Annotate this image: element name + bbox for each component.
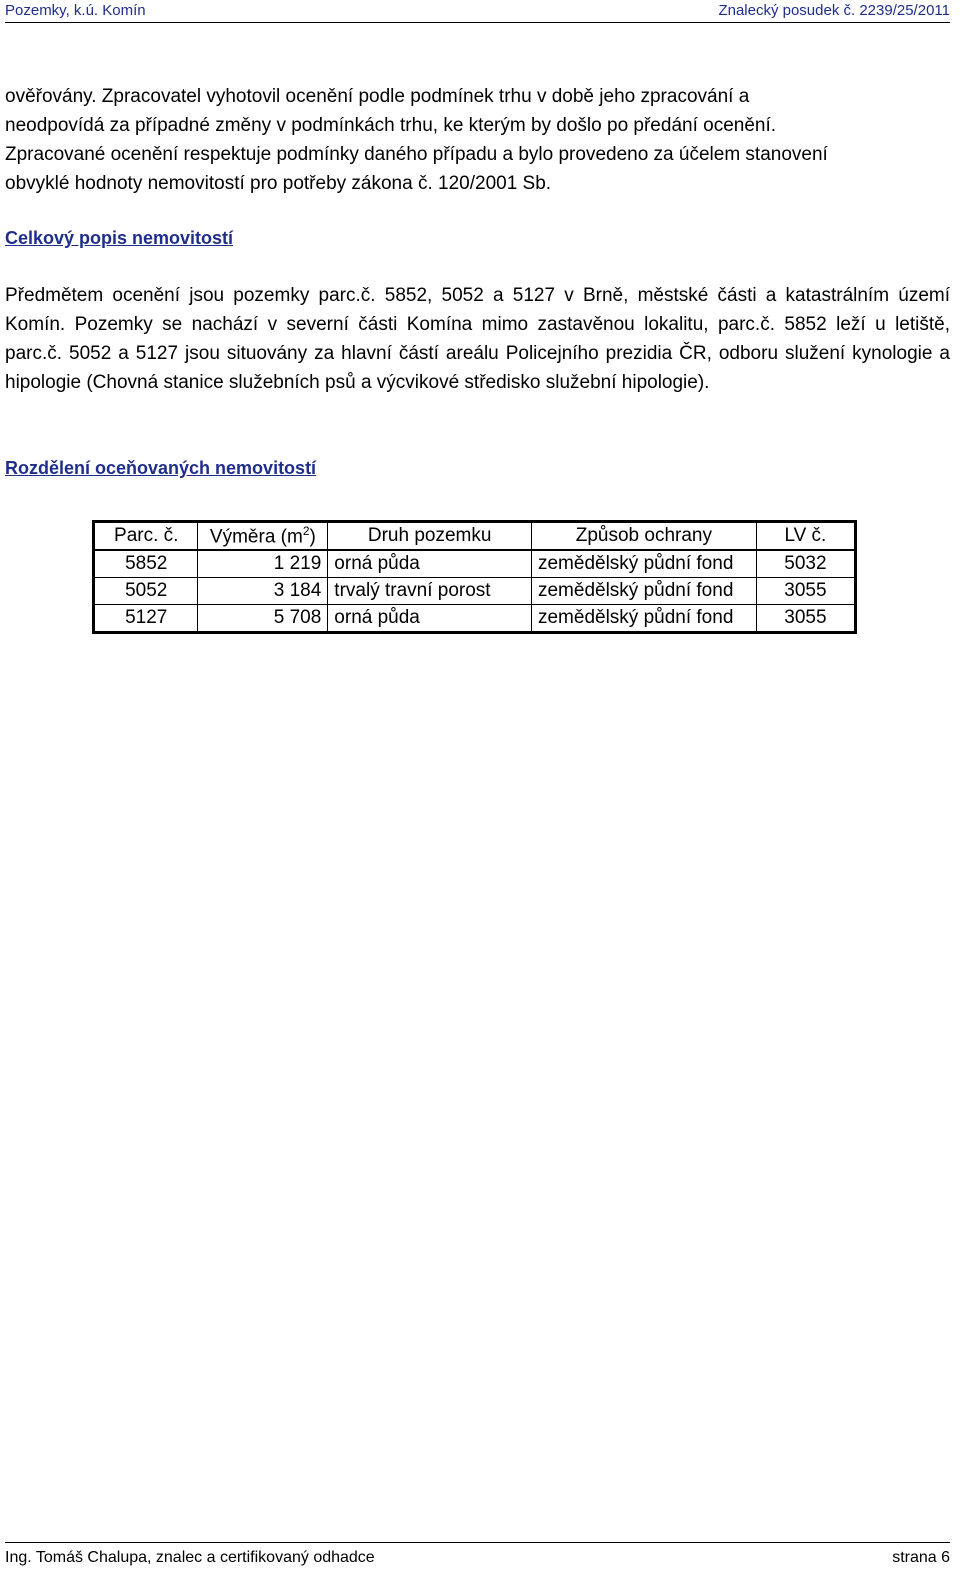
page-header <box>5 0 950 23</box>
footer-page-number: strana 6 <box>892 1549 950 1566</box>
col-header-area-label: Výměra (m <box>209 526 303 548</box>
header-document-number: Znalecký posudek č. 2239/25/2011 <box>718 2 950 19</box>
intro-line: obvyklé hodnoty nemovitostí pro potřeby zákona č. 120/2001 Sb. <box>5 173 552 194</box>
parcels-table <box>92 520 857 634</box>
intro-paragraph <box>5 82 950 198</box>
cell-lv: 3055 <box>756 578 855 605</box>
header-document-subject: Pozemky, k.ú. Komín <box>5 2 146 19</box>
col-header-protection: Způsob ochrany <box>531 522 756 551</box>
cell-protection: zemědělský půdní fond <box>531 578 756 605</box>
section-heading-description: Celkový popis nemovitostí <box>5 228 234 248</box>
cell-land-type: orná půda <box>328 605 532 633</box>
cell-parcel: 5127 <box>94 605 198 633</box>
cell-lv: 3055 <box>756 605 855 633</box>
cell-lv: 5032 <box>756 550 855 578</box>
col-header-parcel: Parc. č. <box>94 522 198 551</box>
table-row <box>94 605 856 633</box>
cell-area: 5 708 <box>198 605 328 633</box>
page-footer <box>5 1542 950 1590</box>
cell-parcel: 5852 <box>94 550 198 578</box>
intro-line: Zpracované ocenění respektuje podmínky daného případu a bylo provedeno za účelem stanovení <box>5 144 828 165</box>
cell-land-type: trvalý travní porost <box>328 578 532 605</box>
description-paragraph: Předmětem ocenění jsou pozemky parc.č. 5852, 5052 a 5127 v Brně, městské části a katastrálním území Komín. Pozemky se nachází v severní části Komína mimo zastavěnou lokalitu, parc.č. 5852 leží u letiště, parc.č. 5052 a 5127 jsou situovány za hlavní částí areálu Policejního prezidia ČR, odboru služení kynologie a hipologie (Chovná stanice služebních psů a výcvikové středisko služební hipologie). <box>5 285 950 393</box>
cell-protection: zemědělský půdní fond <box>531 605 756 633</box>
cell-land-type: orná půda <box>328 550 532 578</box>
section-heading-division: Rozdělení oceňovaných nemovitostí <box>5 458 317 478</box>
cell-protection: zemědělský půdní fond <box>531 550 756 578</box>
col-header-area-exponent: 2 <box>302 524 310 538</box>
footer-author: Ing. Tomáš Chalupa, znalec a certifikovaný odhadce <box>5 1549 375 1566</box>
intro-line: ověřovány. Zpracovatel vyhotovil ocenění podle podmínek trhu v době jeho zpracování a <box>5 86 750 107</box>
col-header-area <box>198 522 328 551</box>
col-header-lv: LV č. <box>756 522 855 551</box>
col-header-area-close: ) <box>309 526 316 548</box>
table-row <box>94 578 856 605</box>
table-row <box>94 550 856 578</box>
cell-parcel: 5052 <box>94 578 198 605</box>
col-header-land-type: Druh pozemku <box>328 522 532 551</box>
table-header-row <box>94 522 856 551</box>
cell-area: 3 184 <box>198 578 328 605</box>
cell-area: 1 219 <box>198 550 328 578</box>
intro-line: neodpovídá za případné změny v podmínkách trhu, ke kterým by došlo po předání ocenění. <box>5 115 777 136</box>
